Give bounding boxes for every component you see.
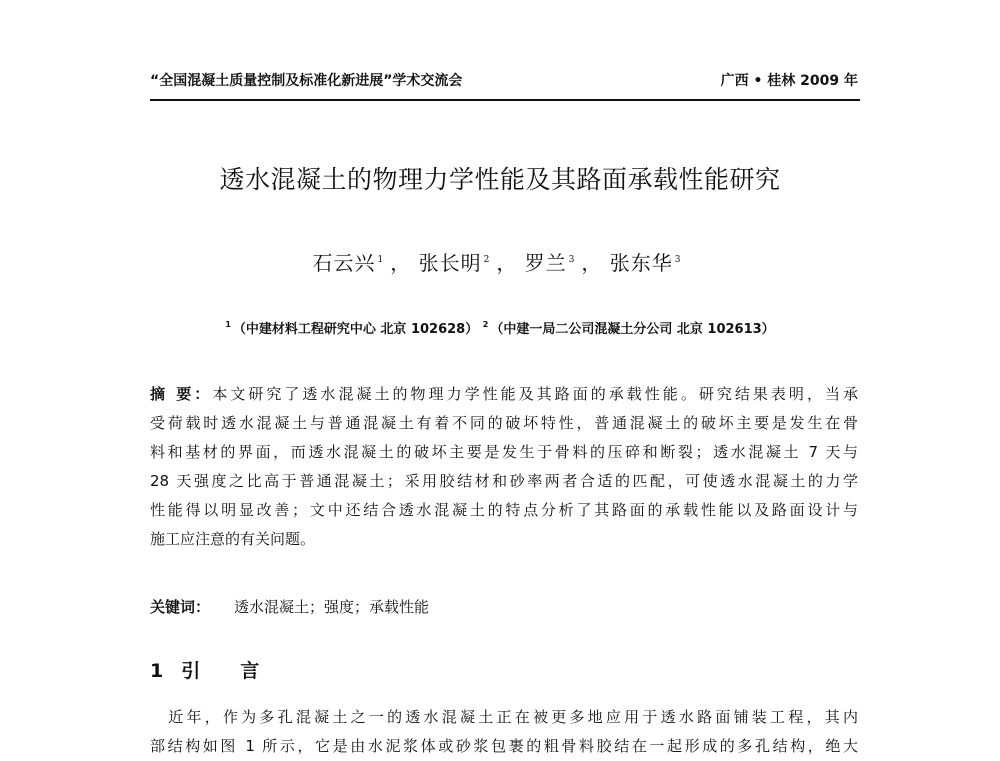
abstract-line: 28 天强度之比高于普通混凝土；采用胶结材和砂率两者合适的匹配，可使透水混凝土的力学 (150, 472, 858, 490)
abstract-line: 施工应注意的有关问题。 (150, 530, 316, 548)
author-sup: 3 (674, 255, 682, 265)
affil-sup: 2 (482, 320, 489, 329)
abstract-line: 料和基材的界面，而透水混凝土的破坏主要是发生于骨料的压碎和断裂；透水混凝土 7 天与 (150, 443, 858, 461)
paragraph-line: 部结构如图 1 所示，它是由水泥浆体或砂浆包裹的粗骨料胶结在一起形成的多孔结构，绝大 (150, 737, 858, 755)
affiliation: （中建一局二公司混凝土分公司 北京 102613） (490, 322, 775, 337)
header-location-year: 广西 • 桂林 2009 年 (720, 73, 858, 89)
header-rule (150, 99, 860, 101)
author-list: 石云兴 $^1$ ， 张长明 $^2$ ， 罗兰 $^3$ ， 张东华 $^3$ (312, 251, 682, 275)
affiliation: （中建材料工程研究中心 北京 102628） (232, 322, 479, 337)
author-sup: 3 (568, 255, 576, 265)
author-name: 罗兰 (524, 251, 567, 275)
section-heading (150, 656, 259, 683)
affiliations (0, 318, 1000, 337)
abstract (150, 380, 858, 554)
author-name: 张东华 (609, 251, 673, 275)
author-name: 张长明 (418, 251, 482, 275)
section-title-char: 引 (181, 660, 201, 682)
affil-sup: 1 (225, 320, 231, 329)
keywords-label: 关键词： (150, 598, 211, 616)
abstract-label: 摘 要： (150, 385, 213, 403)
keywords (150, 596, 429, 617)
intro-paragraph (150, 703, 858, 761)
paragraph-line: 近年，作为多孔混凝土之一的透水混凝土正在被更多地应用于透水路面铺装工程，其内 (150, 708, 858, 726)
conference-header: “全国混凝土质量控制及标准化新进展”学术交流会 (150, 73, 463, 89)
abstract-line: 性能得以明显改善；文中还结合透水混凝土的特点分析了其路面的承载性能以及路面设计与 (150, 501, 858, 519)
section-title-char: 言 (240, 660, 260, 682)
author-sup: 2 (483, 255, 491, 265)
abstract-text: 本文研究了透水混凝土的物理力学性能及其路面的承载性能。研究结果表明，当承 (212, 385, 858, 403)
author-sup: 1 (377, 255, 385, 265)
abstract-line (150, 380, 858, 409)
section-number: 1 (150, 660, 164, 682)
abstract-line: 受荷载时透水混凝土与普通混凝土有着不同的破坏特性，普通混凝土的破坏主要是发生在骨 (150, 414, 858, 432)
keywords-text: 透水混凝土；强度；承载性能 (234, 598, 430, 616)
author-name: 石云兴 (312, 251, 376, 275)
paper-title: 透水混凝土的物理力学性能及其路面承载性能研究 (219, 165, 781, 194)
